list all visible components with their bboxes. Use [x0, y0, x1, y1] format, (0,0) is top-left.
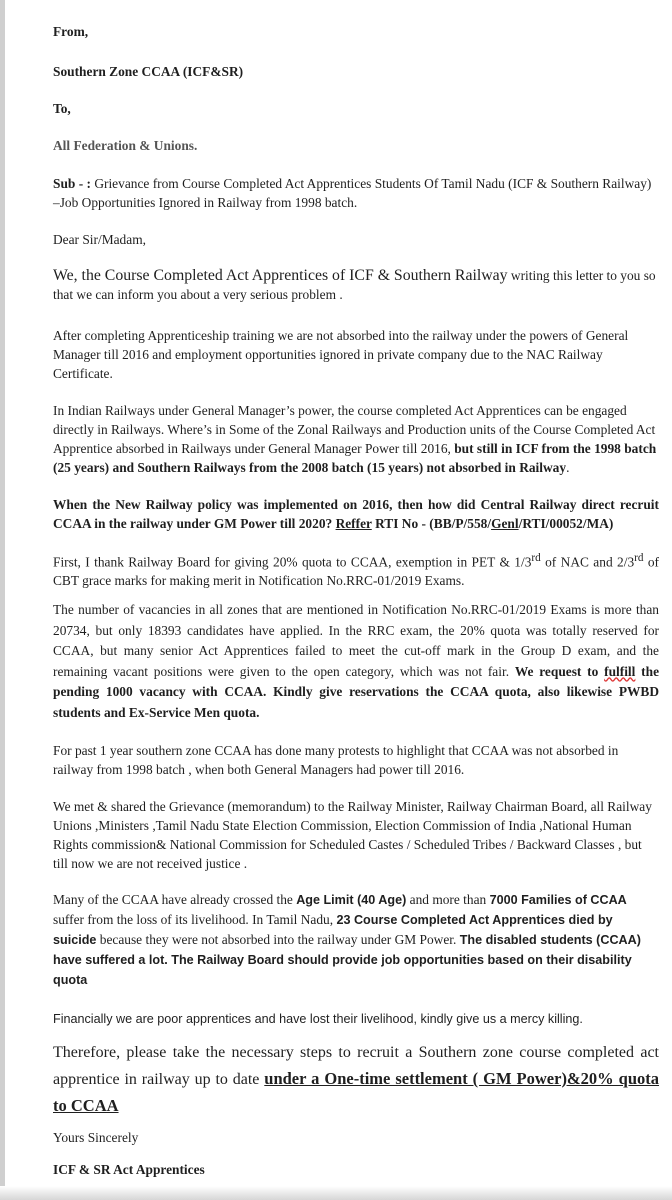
reffer-word: Reffer	[335, 516, 372, 531]
subject-label: Sub - :	[53, 176, 91, 191]
age-text-c: suffer from the loss of its livelihood. In Tamil Nadu,	[53, 912, 337, 927]
vacancies-request-a: We request to	[514, 663, 605, 679]
age-limit-paragraph	[53, 890, 659, 990]
suicide-bold: 23 Course Completed Act Apprentices died by suicide	[53, 913, 613, 947]
fulfill-word: fulfill	[604, 663, 636, 679]
families-bold: 7000 Families of CCAA	[489, 893, 627, 907]
thanks-sup-1: rd	[531, 552, 541, 564]
vacancies-paragraph	[53, 600, 659, 723]
settlement-bold: under a One-time settlement ( GM Power)&20% quota to CCAA	[53, 1069, 660, 1115]
closing-line: Yours Sincerely	[53, 1130, 139, 1145]
thanks-paragraph	[53, 549, 659, 590]
therefore-paragraph	[53, 1040, 659, 1120]
age-limit-bold: Age Limit (40 Age)	[296, 893, 407, 907]
age-text-d: because they were not absorbed into the railway under GM Power.	[96, 932, 460, 947]
age-text-a: Many of the CCAA have already crossed the	[53, 892, 297, 907]
age-text-b: and more than	[406, 892, 490, 907]
memorandum-paragraph: We met & shared the Grievance (memorandum) to the Railway Minister, Railway Chairman Board, all Railway Unions ,Ministers ,Tamil Nadu State Election Commission, Election Commission of India ,National Human Rights commission& National Commission for Scheduled Castes / Scheduled Tribes / Backward Classes , but till now we are not received justice .	[53, 799, 652, 871]
paragraph-indian-railways	[53, 401, 659, 477]
disabled-bold: The disabled students (CCAA) have suffered a lot. The Railway Board should provide job opportunities based on their disability quota	[53, 933, 641, 987]
intro-paragraph	[53, 266, 659, 304]
vacancies-text: The number of vacancies in all zones that are mentioned in Notification No.RRC-01/2019 Exams is more than 20734, but only 18393 candidates have applied. In the RRC exam, the 20% quota was totally reserved for CCAA, but many senior Act Apprentices failed to meet the cut-off mark in the Group D exam, and the remaining vacant positions were given to the open category, which was not fair.	[53, 602, 659, 679]
intro-large-text: We, the Course Completed Act Apprentices of ICF & Southern Railway	[53, 267, 508, 284]
policy-question-text: When the New Railway policy was implemented on 2016, then how did Central Railway direct recruit CCAA in the railway under GM Power till 2020?	[53, 497, 659, 531]
protests-paragraph: For past 1 year southern zone CCAA has done many protests to highlight that CCAA was not absorbed in railway from 1998 batch , when both General Managers had power till 2016.	[53, 743, 619, 777]
therefore-text: Therefore, please take the necessary steps to recruit a Southern zone course completed act apprentice in railway up to date	[53, 1044, 659, 1088]
indian-railways-bold: but still in ICF from the 1998 batch (25 years) and Southern Railways from the 2008 batch (15 years) not absorbed in Railway	[53, 441, 657, 475]
genl-word: Genl	[491, 516, 519, 531]
vacancies-request-b: the pending 1000 vacancy with CCAA. Kindly give reservations the CCAA quota, also likewise PWBD students and Ex-Service Men quota.	[53, 663, 660, 720]
salutation: Dear Sir/Madam,	[53, 232, 146, 247]
subject-text: Grievance from Course Completed Act Apprentices Students Of Tamil Nadu (ICF & Southern Railway) –Job Opportunities Ignored in Railway from 1998 batch.	[53, 176, 652, 210]
paragraph-after-completing: After completing Apprenticeship training we are not absorbed into the railway under the powers of General Manager till 2016 and employment opportunities ignored in private company due to the NAC Railway Certificate.	[53, 328, 629, 381]
rti-number-a: RTI No - (BB/P/558/	[371, 516, 492, 531]
thanks-text-c: of CBT grace marks for making merit in Notification No.RRC-01/2019 Exams.	[53, 554, 659, 589]
to-label: To,	[53, 101, 71, 116]
thanks-text-a: First, I thank Railway Board for giving 20% quota to CCAA, exemption in PET & 1/3	[53, 554, 532, 570]
subject-line	[53, 174, 659, 212]
policy-question	[53, 495, 659, 533]
intro-rest-text: writing this letter to you so that we can inform you about a very serious problem .	[53, 268, 656, 302]
thanks-text-b: of NAC and 2/3	[540, 554, 635, 570]
indian-railways-text: In Indian Railways under General Manager’s power, the course completed Act Apprentices can be engaged directly in Railways. Where’s in Some of the Zonal Railways and Production units of the Course Completed Act Apprentice absorbed in Railways under General Manager Power till 2016,	[53, 403, 656, 456]
indian-railways-end: .	[566, 460, 570, 475]
sender-name: Southern Zone CCAA (ICF&SR)	[53, 64, 244, 79]
financially-paragraph: Financially we are poor apprentices and have lost their livelihood, kindly give us a mercy killing.	[53, 1012, 583, 1026]
rti-number-b: /RTI/00052/MA)	[518, 516, 614, 531]
recipient-name: All Federation & Unions.	[53, 138, 198, 153]
from-label: From,	[53, 24, 89, 39]
signature: ICF & SR Act Apprentices	[53, 1162, 205, 1177]
thanks-sup-2: rd	[634, 552, 644, 564]
